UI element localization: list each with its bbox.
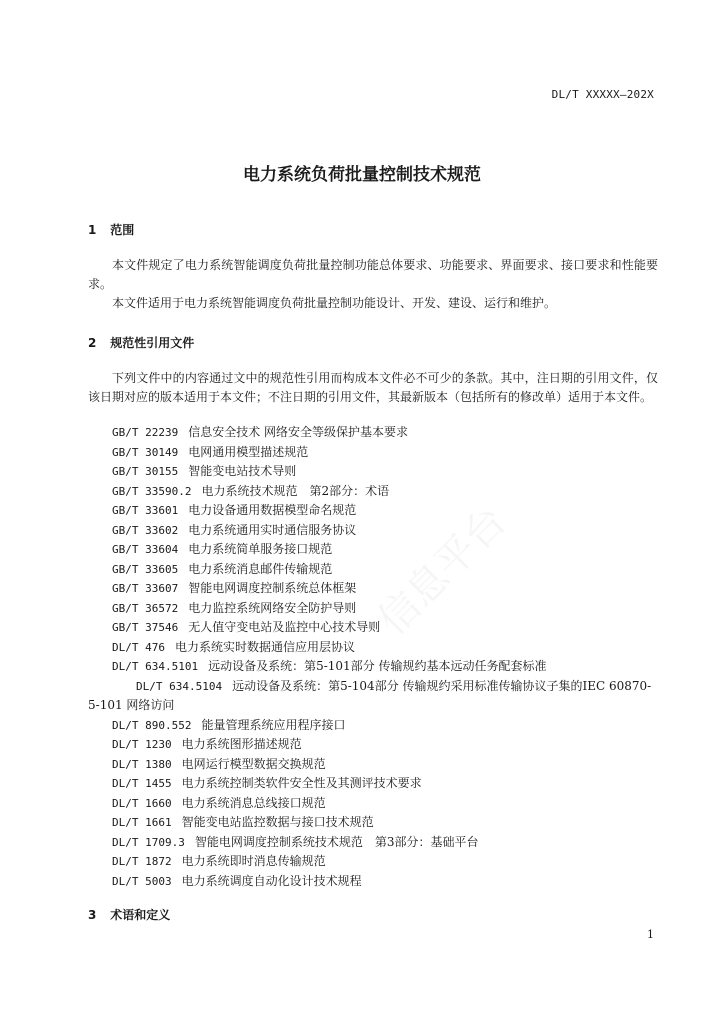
- reference-item: [88, 521, 658, 541]
- section-number: 2: [88, 336, 97, 350]
- reference-name: 智能变电站监控数据与接口技术规范: [181, 815, 374, 829]
- reference-code: DL/T 476: [112, 640, 165, 654]
- reference-item: [88, 482, 658, 502]
- reference-name: 电网运行模型数据交换规范: [181, 756, 326, 771]
- reference-code: GB/T 22239: [112, 426, 179, 439]
- reference-item: [88, 560, 658, 580]
- reference-list: [88, 423, 658, 891]
- reference-name: 电力设备通用数据模型命名规范: [188, 503, 357, 517]
- reference-name: 电力系统调度自动化设计技术规程: [181, 873, 362, 888]
- paragraph: 本文件规定了电力系统智能调度负荷批量控制功能总体要求、功能要求、界面要求、接口要求和性能要求。: [88, 258, 658, 291]
- reference-item: [88, 774, 658, 794]
- reference-code: GB/T 33605: [112, 562, 179, 576]
- reference-code: DL/T 890.552: [112, 718, 192, 732]
- reference-name: 智能电网调度控制系统技术规范 第3部分：基础平台: [194, 834, 479, 849]
- page-title: 电力系统负荷批量控制技术规范: [243, 165, 481, 185]
- section-title: 术语和定义: [110, 908, 171, 922]
- reference-code: DL/T 634.5101: [112, 660, 199, 673]
- reference-name: 远动设备及系统：第5-104部分 传输规约采用标准传输协议子集的IEC 60870-5-101 网络访问: [88, 678, 652, 712]
- section-title: 规范性引用文件: [110, 336, 195, 350]
- watermark: 信息平台: [369, 498, 516, 644]
- reference-item: [88, 716, 658, 736]
- reference-item: [88, 833, 658, 853]
- reference-item: [88, 813, 658, 833]
- reference-code: DL/T 1230: [112, 738, 172, 751]
- reference-name: 电力系统技术规范 第2部分：术语: [201, 483, 390, 498]
- reference-code: GB/T 33602: [112, 523, 179, 537]
- reference-item: [88, 443, 658, 463]
- reference-code: DL/T 1380: [112, 757, 172, 771]
- reference-code: DL/T 634.5104: [136, 679, 223, 693]
- reference-name: 智能电网调度控制系统总体框架: [188, 581, 357, 595]
- reference-item: [88, 657, 658, 677]
- reference-name: 电力系统通用实时通信服务协议: [188, 522, 357, 537]
- document-code: DL/T XXXXX—202X: [551, 88, 654, 101]
- reference-item: [88, 872, 658, 892]
- reference-code: DL/T 5003: [112, 874, 172, 888]
- reference-code: GB/T 30155: [112, 465, 179, 478]
- section-1-heading: [88, 221, 134, 238]
- reference-item: [88, 852, 658, 872]
- reference-name: 无人值守变电站及监控中心技术导则: [188, 620, 381, 634]
- reference-item: [88, 540, 658, 560]
- reference-item: [88, 501, 658, 521]
- reference-name: 电力系统消息总线接口规范: [181, 795, 326, 810]
- reference-item: [88, 579, 658, 599]
- reference-name: 电力系统控制类软件安全性及其测评技术要求: [181, 776, 422, 790]
- reference-name: 能量管理系统应用程序接口: [201, 717, 346, 732]
- paragraph: 下列文件中的内容通过文中的规范性引用而构成本文件必不可少的条款。其中，注日期的引用文件，仅该日期对应的版本适用于本文件；不注日期的引用文件，其最新版本（包括所有的修改单）适用于本文件。: [88, 371, 658, 404]
- reference-name: 电力系统图形描述规范: [181, 737, 302, 751]
- reference-code: DL/T 1872: [112, 855, 172, 868]
- reference-name: 电力系统实时数据通信应用层协议: [174, 639, 355, 654]
- section-2-heading: [88, 334, 194, 351]
- reference-item: [88, 677, 658, 716]
- reference-name: 电力系统简单服务接口规范: [188, 542, 333, 556]
- reference-item: [88, 462, 658, 482]
- reference-name: 远动设备及系统：第5-101部分 传输规约基本远动任务配套标准: [208, 659, 547, 673]
- paragraph: 本文件适用于电力系统智能调度负荷批量控制功能设计、开发、建设、运行和维护。: [112, 296, 557, 310]
- reference-code: GB/T 33604: [112, 543, 179, 556]
- reference-item: [88, 423, 658, 443]
- reference-name: 电力系统即时消息传输规范: [181, 854, 326, 868]
- reference-code: GB/T 36572: [112, 601, 179, 615]
- reference-name: 电力监控系统网络安全防护导则: [188, 600, 357, 615]
- reference-item: [88, 755, 658, 775]
- reference-name: 电网通用模型描述规范: [188, 444, 309, 459]
- reference-item: [88, 638, 658, 658]
- reference-code: GB/T 37546: [112, 621, 179, 634]
- section-number: 3: [88, 908, 97, 922]
- reference-code: GB/T 33590.2: [112, 484, 192, 498]
- section-3-heading: [88, 906, 170, 923]
- reference-code: DL/T 1660: [112, 796, 172, 810]
- reference-code: GB/T 30149: [112, 445, 179, 459]
- reference-item: [88, 794, 658, 814]
- reference-item: [88, 618, 658, 638]
- reference-name: 智能变电站技术导则: [188, 464, 297, 478]
- section-number: 1: [88, 223, 97, 237]
- reference-code: GB/T 33607: [112, 582, 179, 595]
- reference-name: 电力系统消息邮件传输规范: [188, 561, 333, 576]
- reference-code: DL/T 1709.3: [112, 835, 185, 849]
- reference-item: [88, 735, 658, 755]
- reference-item: [88, 599, 658, 619]
- reference-name: 信息安全技术 网络安全等级保护基本要求: [188, 425, 409, 439]
- page-number: 1: [647, 928, 654, 941]
- reference-code: GB/T 33601: [112, 504, 179, 517]
- reference-code: DL/T 1661: [112, 816, 172, 829]
- reference-code: DL/T 1455: [112, 777, 172, 790]
- section-title: 范围: [110, 223, 135, 237]
